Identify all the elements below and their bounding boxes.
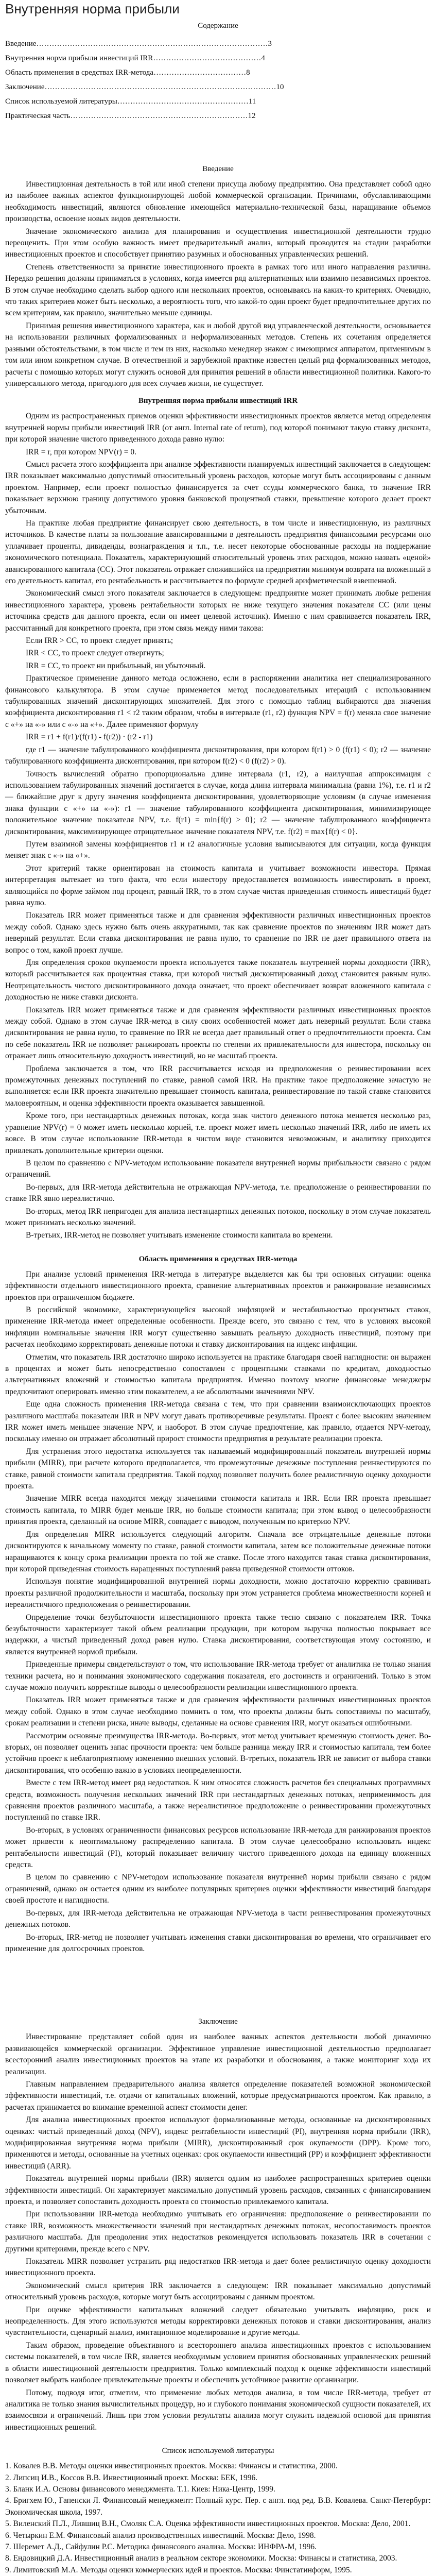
scope-paragraph: При анализе условий применения IRR-метода в литературе выделяется как бы три основных ситуации: оценка эффективности отдельного инвестиционного проекта, сравнение альтернативных проектов и ранжирование независимых проектов при ограниченном бюджете. (5, 1269, 431, 1302)
bibliography-item: 2. Липсиц И.В., Коссов В.В. Инвестиционный проект. Москва: БЕК, 1996. (5, 2473, 258, 2482)
conclusion-paragraph: Показатель внутренней нормы прибыли (IRR) является одним из наиболее распространенных критериев оценки эффективности инвестиций. Он характеризует максимально допустимый уровень расходов, связанных с финансированием проекта, и позволяет сопоставить доходность проекта со стоимостью привлекаемого капитала. (5, 2174, 431, 2206)
intro-paragraph: Значение экономического анализа для планирования и осуществления инвестиционной деятельности трудно переоценить. При этом особую важность имеет предварительный анализ, который проводится на стадии разработки инвестиционных проектов и способствует принятию разумных и обоснованных управленческих решений. (5, 227, 431, 259)
scope-paragraph: Значение MIRR всегда находится между значениями стоимости капитала и IRR. Если IRR проекта превышает стоимость капитала, то MIRR будет меньше IRR, но больше стоимости капитала; при этом вывод о целесообразности принятия проекта, сделанный на основе MIRR, совпадает с выводом, полученным по критерию NPV. (5, 1494, 431, 1527)
irr-paragraph: IRR < CC, то проект следует отвергнуть; (26, 649, 164, 658)
irr-paragraph: Во-первых, для IRR-метода действительна не отражающая NPV-метода, т.е. предположение о реинвестировании по ставке IRR явно нереалистично. (5, 1182, 431, 1204)
table-of-contents (5, 22, 431, 125)
irr-paragraph: Экономический смысл этого показателя заключается в следующем: предприятие может принимать любые решения инвестиционного характера, уровень рентабельности которых не ниже текущего значения показателя CC (или цены источника средств для данного проекта, если он имеет целевой источник). Именно с ним сравнивается показатель IRR, рассчитанный для конкретного проекта, при этом связь между ними такова: (5, 589, 431, 633)
irr-paragraph: где r1 — значение табулированного коэффициента дисконтирования, при котором f(r1) > 0 (f(r1) < 0); r2 — значение табулированного коэффициента дисконтирования, при котором f(r2) < 0 (f(r2) > 0). (5, 745, 431, 766)
irr-paragraph: IRR = r1 + f(r1)/(f(r1) - f(r2)) · (r2 - r1) (26, 733, 153, 742)
irr-paragraph: IRR = r, при котором NPV(r) = 0. (26, 447, 136, 456)
bibliography-item: 3. Бланк И.А. Основы финансового менеджмента. Т.1. Киев: Ника-Центр, 1999. (5, 2484, 275, 2494)
bibliography-item: 4. Бригхем Ю., Гапенски Л. Финансовый менеджмент: Полный курс. Пер. с англ. под ред. В.В. Ковалева. Санкт-Петербург: Экономическая школа, 1997. (5, 2496, 431, 2517)
irr-paragraph: В целом по сравнению с NPV-методом использование показателя внутренней нормы прибыльности связано с рядом ограничений. (5, 1158, 431, 1179)
conclusion-paragraph: Потому, подводя итог, отметим, что применение любых методов анализа, в том числе IRR-метода, требует от аналитика не только знания вычислительных процедур, но и глубокого понимания экономической сущности показателей, их взаимосвязи и ограничений. Лишь при этом условии результаты анализа могут служить надежной основой для принятия инвестиционных решений. (5, 2388, 431, 2432)
bibliography-item: 1. Ковалев В.В. Методы оценки инвестиционных проектов. Москва: Финансы и статистика, 2000. (5, 2462, 338, 2471)
irr-paragraph: Показатель IRR может применяться также и для сравнения эффективности различных инвестиционных проектов между собой. Однако в этом случае IRR-метод в силу своих особенностей может дать неверный результат. Если ставка дисконтирования не равна нулю, то сравнение по IRR не всегда дает правильный ответ о предпочтительности проекта. Сам по себе показатель IRR не позволяет ранжировать проекты по степени их привлекательности для инвестора, поскольку он отражает лишь относительную доходность инвестиций, но не масштаб проекта. (5, 1005, 431, 1061)
conclusion-section (5, 2031, 431, 2433)
toc-item: Практическая часть……………………………………………………………12 (5, 112, 256, 120)
irr-paragraph: На практике любая предприятие финансирует свою деятельность, в том числе и инвестиционную, из различных источников. В качестве платы за пользование авансированными в деятельность предприятия финансовыми ресурсами оно уплачивает проценты, дивиденды, вознаграждения и т.п., т.е. несет некоторые обоснованные расходы на поддержание экономического потенциала. Показатель, характеризующий относительный уровень этих расходов, можно назвать «ценой» авансированного капитала (CC). Этот показатель отражает сложившийся на предприятии минимум возврата на вложенный в его деятельность капитал, его рентабельность и рассчитывается по формуле средней арифметической взвешенной. (5, 518, 431, 585)
conclusion-paragraph: Инвестирование представляет собой один из наиболее важных аспектов деятельности любой динамично развивающейся коммерческой организации. Эффективное управление инвестиционной деятельностью предполагает всесторонний анализ инвестиционных проектов на этапе их разработки и обоснования, а также мониторинг хода их реализации. (5, 2032, 431, 2076)
scope-paragraph: Приведенные примеры свидетельствуют о том, что использование IRR-метода требует от аналитика не только знания техники расчета, но и понимания экономического содержания показателя, его достоинств и ограничений. Только в этом случае можно получить корректные выводы о целесообразности реализации инвестиционного проекта. (5, 1660, 431, 1692)
bibliography-item: 8. Ендовицкий Д.А. Инвестиционный анализ в реальном секторе экономики. Москва: Финансы и статистика, 2003. (5, 2554, 397, 2563)
irr-paragraph: Проблема заключается в том, что IRR рассчитывается исходя из предположения о реинвестировании всех промежуточных денежных поступлений по ставке, равной самой IRR. На практике такое предположение зачастую не выполняется: если IRR проекта значительно превышает стоимость капитала, реинвестирование по такой ставке становится маловероятным, и оценка эффективности проекта оказывается завышенной. (5, 1064, 431, 1108)
intro-paragraph: Инвестиционная деятельность в той или иной степени присуща любому предприятию. Она представляет собой одно из наиболее важных аспектов функционирующей любой коммерческой организации. Причинами, обуславливающими необходимость инвестиций, являются обновление имеющейся материально-технической базы, наращивание объемов производства, освоение новых видов деятельности. (5, 180, 431, 224)
irr-paragraph: Во-вторых, метод IRR непригоден для анализа нестандартных денежных потоков, поскольку в этом случае показатель может принимать несколько значений. (5, 1207, 431, 1227)
toc-item: Список используемой литературы……………………………………………11 (5, 97, 256, 106)
bibliography-item: 7. Шеремет А.Д., Сайфулин Р.С. Методика финансового анализа. Москва: ИНФРА-М, 1996. (5, 2542, 317, 2551)
scope-paragraph: Во-первых, для IRR-метода действительна не отражающая NPV-метода в части реинвестирования промежуточных денежных потоков. (5, 1908, 431, 1929)
conclusion-paragraph: При оценке эффективности капитальных вложений следует обязательно учитывать инфляцию, риск и неопределенность. Для этого используются методы корректировки денежных потоков и ставки дисконтирования, анализ чувствительности, сценарный анализ, имитационное моделирование и другие методы. (5, 2305, 431, 2337)
irr-paragraph: Если IRR > CC, то проект следует принять; (26, 636, 173, 646)
toc-item: Заключение………………………………………………………………………………10 (5, 83, 284, 91)
section-title-scope: Область применения в средствах IRR-метода (138, 1255, 298, 1263)
irr-paragraph: Кроме того, при нестандартных денежных потоках, когда знак чистого денежного потока меняется несколько раз, уравнение NPV(r) = 0 может иметь несколько корней, т.е. проект может иметь несколько значений IRR, либо не иметь их вовсе. В этом случае использование IRR-метода в чистом виде становится невозможным, и аналитику приходится привлекать дополнительные критерии оценки. (5, 1111, 431, 1155)
bibliography-item: 9. Лимитовский М.А. Методы оценки коммерческих идей и проектов. Москва: Финстатинформ, 1995. (5, 2565, 352, 2574)
intro-paragraph: Степень ответственности за принятие инвестиционного проекта в рамках того или иного направления различна. Нередко решения должны приниматься в условиях, когда имеется ряд альтернативных или взаимно независимых проектов. В этом случае необходимо сделать выбор одного или нескольких проектов, основываясь на каких-то критериях. Очевидно, что таких критериев может быть несколько, а вероятность того, что какой-то один проект будет предпочтительнее других по всем критериям, как правило, значительно меньше единицы. (5, 262, 431, 318)
intro-paragraph: Принимая решения инвестиционного характера, как и любой другой вид управленческой деятельности, основывается на использовании различных формализованных и неформализованных методов. Степень их сочетания определяется разными обстоятельствами, в том числе и тем из них, насколько менеджер знаком с имеющимся аппаратом, применимым в том или ином конкретном случае. В отечественной и зарубежной практике известен целый ряд формализованных методов, расчеты с помощью которых могут служить основой для принятия решений в области инвестиционной политики. Какого-то универсального метода, пригодного для всех случаев жизни, не существует. (5, 321, 431, 388)
section-title-conclusion: Заключение (198, 2018, 238, 2026)
scope-paragraph: Рассмотрим основные преимущества IRR-метода. Во-первых, этот метод учитывает временную стоимость денег. Во-вторых, он позволяет оценить запас прочности проекта: чем больше разница между IRR и стоимостью капитала, тем более устойчив проект к неблагоприятному изменению внешних условий. В-третьих, показатель IRR не зависит от выбора ставки дисконтирования, что особенно важно в условиях неопределенности. (5, 1731, 431, 1775)
irr-paragraph: IRR = CC, то проект ни прибыльный, ни убыточный. (26, 661, 206, 670)
scope-paragraph: Для определения MIRR используется следующий алгоритм. Сначала все отрицательные денежные потоки дисконтируются к начальному моменту по ставке, равной стоимости капитала, затем все положительные денежные потоки наращиваются к концу срока реализации проекта по той же ставке. После этого находится такая ставка дисконтирования, при которой приведенная стоимость наращенных поступлений равна приведенной стоимости оттоков. (5, 1530, 431, 1573)
irr-paragraph: Одним из распространенных приемов оценки эффективности инвестиционных проектов является метод определения внутренней нормы прибыли инвестиций IRR (от англ. Internal rate of return), под которой понимают такую ставку дисконта, при которой значение чистого приведенного дохода равно нулю: (5, 412, 431, 444)
conclusion-paragraph: При использовании IRR-метода необходимо учитывать его ограничения: предположение о реинвестировании по ставке IRR, возможность множественности значений при нестандартных денежных потоках, несопоставимость проектов различного масштаба. Для преодоления этих недостатков рекомендуется использовать показатель IRR в сочетании с другими критериями, прежде всего с NPV. (5, 2210, 431, 2253)
irr-paragraph: Путем взаимной замены коэффициентов r1 и r2 аналогичные условия выписываются для ситуации, когда функция меняет знак с «-» на «+». (5, 839, 431, 860)
scope-paragraph: В российской экономике, характеризующейся высокой инфляцией и нестабильностью процентных ставок, применение IRR-метода имеет определенные особенности. Прежде всего, это связано с тем, что в условиях высокой инфляции номинальные значения IRR могут существенно завышать реальную доходность инвестиций, поэтому при расчетах необходимо корректировать денежные потоки и ставку дисконтирования на индекс инфляции. (5, 1305, 431, 1349)
irr-paragraph: Точность вычислений обратно пропорциональна длине интервала (r1, r2), а наилучшая аппроксимация с использованием табулированных значений достигается в случае, когда длина интервала минимальна (равна 1%), т.е. r1 и r2 — ближайшие друг к другу значения коэффициента дисконтирования, удовлетворяющие условиям (в случае изменения знака функции с «+» на «-»): r1 — значение табулированного коэффициента дисконтирования, минимизирующее положительное значение показателя NPV, т.е. f(r1) = min{f(r) > 0}; r2 — значение табулированного коэффициента дисконтирования, максимизирующее отрицательное значение показателя NPV, т.е. f(r2) = max{f(r) < 0}. (5, 769, 431, 836)
toc-heading: Содержание (198, 22, 238, 30)
conclusion-paragraph: Показатель MIRR позволяет устранить ряд недостатков IRR-метода и дает более реалистичную оценку доходности инвестиционного проекта. (5, 2257, 431, 2278)
conclusion-paragraph: Главным направлением предварительного анализа является определение показателей возможной экономической эффективности инвестиций, т.е. отдачи от капитальных вложений, которые предусматриваются проектом. Как правило, в расчетах принимается во внимание временной аспект стоимости денег. (5, 2079, 431, 2112)
toc-item: Внутренняя норма прибыли инвестиций IRR……………………………………4 (5, 54, 265, 62)
section-title-intro: Введение (202, 165, 234, 173)
irr-paragraph: В-третьих, IRR-метод не позволяет учитывать изменение стоимости капитала во времени. (26, 1231, 333, 1240)
scope-paragraph: Для устранения этого недостатка используется так называемый модифицированный показатель внутренней нормы прибыли (MIRR), при расчете которого предполагается, что промежуточные денежные поступления реинвестируются по ставке, равной стоимости капитала предприятия. Такой подход позволяет получить более реалистичную оценку доходности проекта. (5, 1447, 431, 1491)
toc-item: Введение………………………………………………………………………………3 (5, 40, 272, 48)
scope-paragraph: В целом по сравнению с NPV-методом использование показателя внутренней нормы прибыли связано с рядом ограничений, однако он остается одним из наиболее популярных критериев оценки эффективности инвестиций благодаря своей простоте и наглядности. (5, 1873, 431, 1905)
irr-paragraph: Для определения сроков окупаемости проекта используется также показатель внутренней нормы доходности (IRR), который рассчитывается как процентная ставка, при которой чистый дисконтированный доход становится равным нулю. Неотрицательность чистого дисконтированного дохода означает, что проект обеспечивает возврат вложенного капитала с доходностью не ниже ставки дисконта. (5, 958, 431, 1002)
bibliography-item: 6. Четыркин Е.М. Финансовый анализ производственных инвестиций. Москва: Дело, 1998. (5, 2531, 316, 2540)
bibliography-item: 5. Виленский П.Л., Лившиц В.Н., Смоляк С.А. Оценка эффективности инвестиционных проектов. Москва: Дело, 2001. (5, 2519, 411, 2529)
scope-paragraph: Отметим, что показатель IRR достаточно широко используется на практике благодаря своей наглядности: он выражен в процентах и может быть непосредственно сопоставлен с процентными ставками по кредитам, доходностью альтернативных вложений и стоимостью капитала предприятия. Именно поэтому многие финансовые менеджеры предпочитают оперировать именно этим показателем, а не абсолютными значениями NPV. (5, 1352, 431, 1396)
conclusion-paragraph: Таким образом, проведение объективного и всестороннего анализа инвестиционных проектов с использованием системы показателей, в том числе IRR, является необходимым условием принятия обоснованных управленческих решений в области инвестиционной деятельности предприятия. Только комплексный подход к оценке эффективности инвестиций позволяет выбрать наиболее привлекательные проекты и обеспечить устойчивое развитие организации. (5, 2341, 431, 2385)
irr-paragraph: Практическое применение данного метода осложнено, если в распоряжении аналитика нет специализированного финансового калькулятора. В этом случае применяется метод последовательных итераций с использованием табулированных значений дисконтирующих множителей. Для этого с помощью таблиц выбираются два значения коэффициента дисконтирования r1 < r2 таким образом, чтобы в интервале (r1, r2) функция NPV = f(r) меняла свое значение с «+» на «-» или с «-» на «+». Далее применяют формулу (5, 674, 431, 729)
scope-paragraph: Во-вторых, IRR-метод не позволяет учитывать изменения ставки дисконтирования во времени, что ограничивает его применение для долгосрочных проектов. (5, 1933, 431, 1953)
toc-item: Область применения в средствах IRR-метода………………………………8 (5, 69, 250, 77)
scope-section (5, 1269, 431, 1955)
intro-section (5, 179, 431, 389)
conclusion-paragraph: Для анализа инвестиционных проектов используют формализованные методы, основанные на дисконтированных оценках: чистый приведенный доход (NPV), индекс рентабельности инвестиций (PI), внутренняя норма прибыли (IRR), модифицированная внутренняя норма прибыли (MIRR), дисконтированный срок окупаемости (DPP). Кроме того, применяются и методы, основанные на учетных оценках: срок окупаемости инвестиций (PP) и коэффициент эффективности инвестиций (ARR). (5, 2115, 431, 2171)
irr-paragraph: Этот критерий также ориентирован на стоимость капитала и учитывает возможности инвестора. Прямая интерпретация вытекает из того факта, что если инвестору предоставляется возможность инвестировать в проект, являющийся по форме займом под процент, равный IRR, то в этом случае чистая приведенная стоимость инвестиций будет равна нулю. (5, 863, 431, 907)
scope-paragraph: Вместе с тем IRR-метод имеет ряд недостатков. К ним относятся сложность расчетов без специальных программных средств, возможность получения нескольких значений IRR при нестандартных денежных потоках, неприменимость для сравнения проектов различного масштаба, а также нереалистичное предположение о реинвестировании промежуточных поступлений по ставке IRR. (5, 1778, 431, 1822)
scope-paragraph: Еще одна сложность применения IRR-метода связана с тем, что при сравнении взаимоисключающих проектов различного масштаба показатели IRR и NPV могут давать противоречивые результаты. Проект с более высоким значением IRR может иметь меньшее значение NPV, и наоборот. В этом случае предпочтение, как правило, отдается NPV-методу, поскольку именно он отражает абсолютный прирост стоимости предприятия в результате реализации проекта. (5, 1400, 431, 1444)
scope-paragraph: Используя понятие модифицированной внутренней нормы доходности, можно достаточно корректно сравнивать проекты различной продолжительности и масштаба, поскольку при этом устраняется проблема множественности корней и нереалистичного предположения о реинвестировании. (5, 1577, 431, 1609)
scope-paragraph: Показатель IRR может применяться также и для сравнения эффективности различных инвестиционных проектов между собой. Однако в этом случае необходимо помнить о том, что проекты должны быть сопоставимы по масштабу, срокам реализации и степени риска, иначе выводы, сделанные на основе сравнения IRR, могут оказаться ошибочными. (5, 1696, 431, 1728)
irr-paragraph: Показатель IRR может применяться также и для сравнения эффективности различных инвестиционных проектов между собой. Однако здесь нужно быть очень аккуратными, так как сравнение проектов по значениям IRR может дать неверный результат. Если ставка дисконтирования не равна нулю, то сравнение по IRR не дает правильного ответа на вопрос о том, какой проект лучше. (5, 911, 431, 955)
section-title-bibliography: Список используемой литературы (162, 2447, 274, 2455)
document-body (5, 165, 431, 2576)
irr-paragraph: Смысл расчета этого коэффициента при анализе эффективности планируемых инвестиций заключается в следующем: IRR показывает максимально допустимый относительный уровень расходов, которые могут быть ассоциированы с данным проектом. Например, если проект полностью финансируется за счет ссуды коммерческого банка, то значение IRR показывает верхнюю границу допустимого уровня банковской процентной ставки, превышение которого делает проект убыточным. (5, 460, 431, 515)
scope-paragraph: Определение точки безубыточности инвестиционного проекта также тесно связано с показателем IRR. Точка безубыточности характеризует такой объем реализации продукции, при котором выручка полностью покрывает все издержки, а чистый приведенный доход равен нулю. Ставка дисконтирования, соответствующая этому состоянию, и является внутренней нормой прибыли. (5, 1613, 431, 1656)
irr-section (5, 411, 431, 1241)
bibliography-list (5, 2461, 431, 2576)
scope-paragraph: Во-вторых, в условиях ограниченности финансовых ресурсов использование IRR-метода для ранжирования проектов может привести к неоптимальному распределению капитала. В этом случае целесообразно использовать индекс рентабельности инвестиций (PI), который показывает величину чистого приведенного дохода на единицу вложенных средств. (5, 1825, 431, 1870)
section-title-irr: Внутренняя норма прибыли инвестиций IRR (138, 397, 298, 405)
page-title: Внутренняя норма прибыли (5, 1, 180, 16)
conclusion-paragraph: Экономический смысл критерия IRR заключается в следующем: IRR показывает максимально допустимый относительный уровень расходов, которые могут быть ассоциированы с данным проектом. (5, 2281, 431, 2302)
